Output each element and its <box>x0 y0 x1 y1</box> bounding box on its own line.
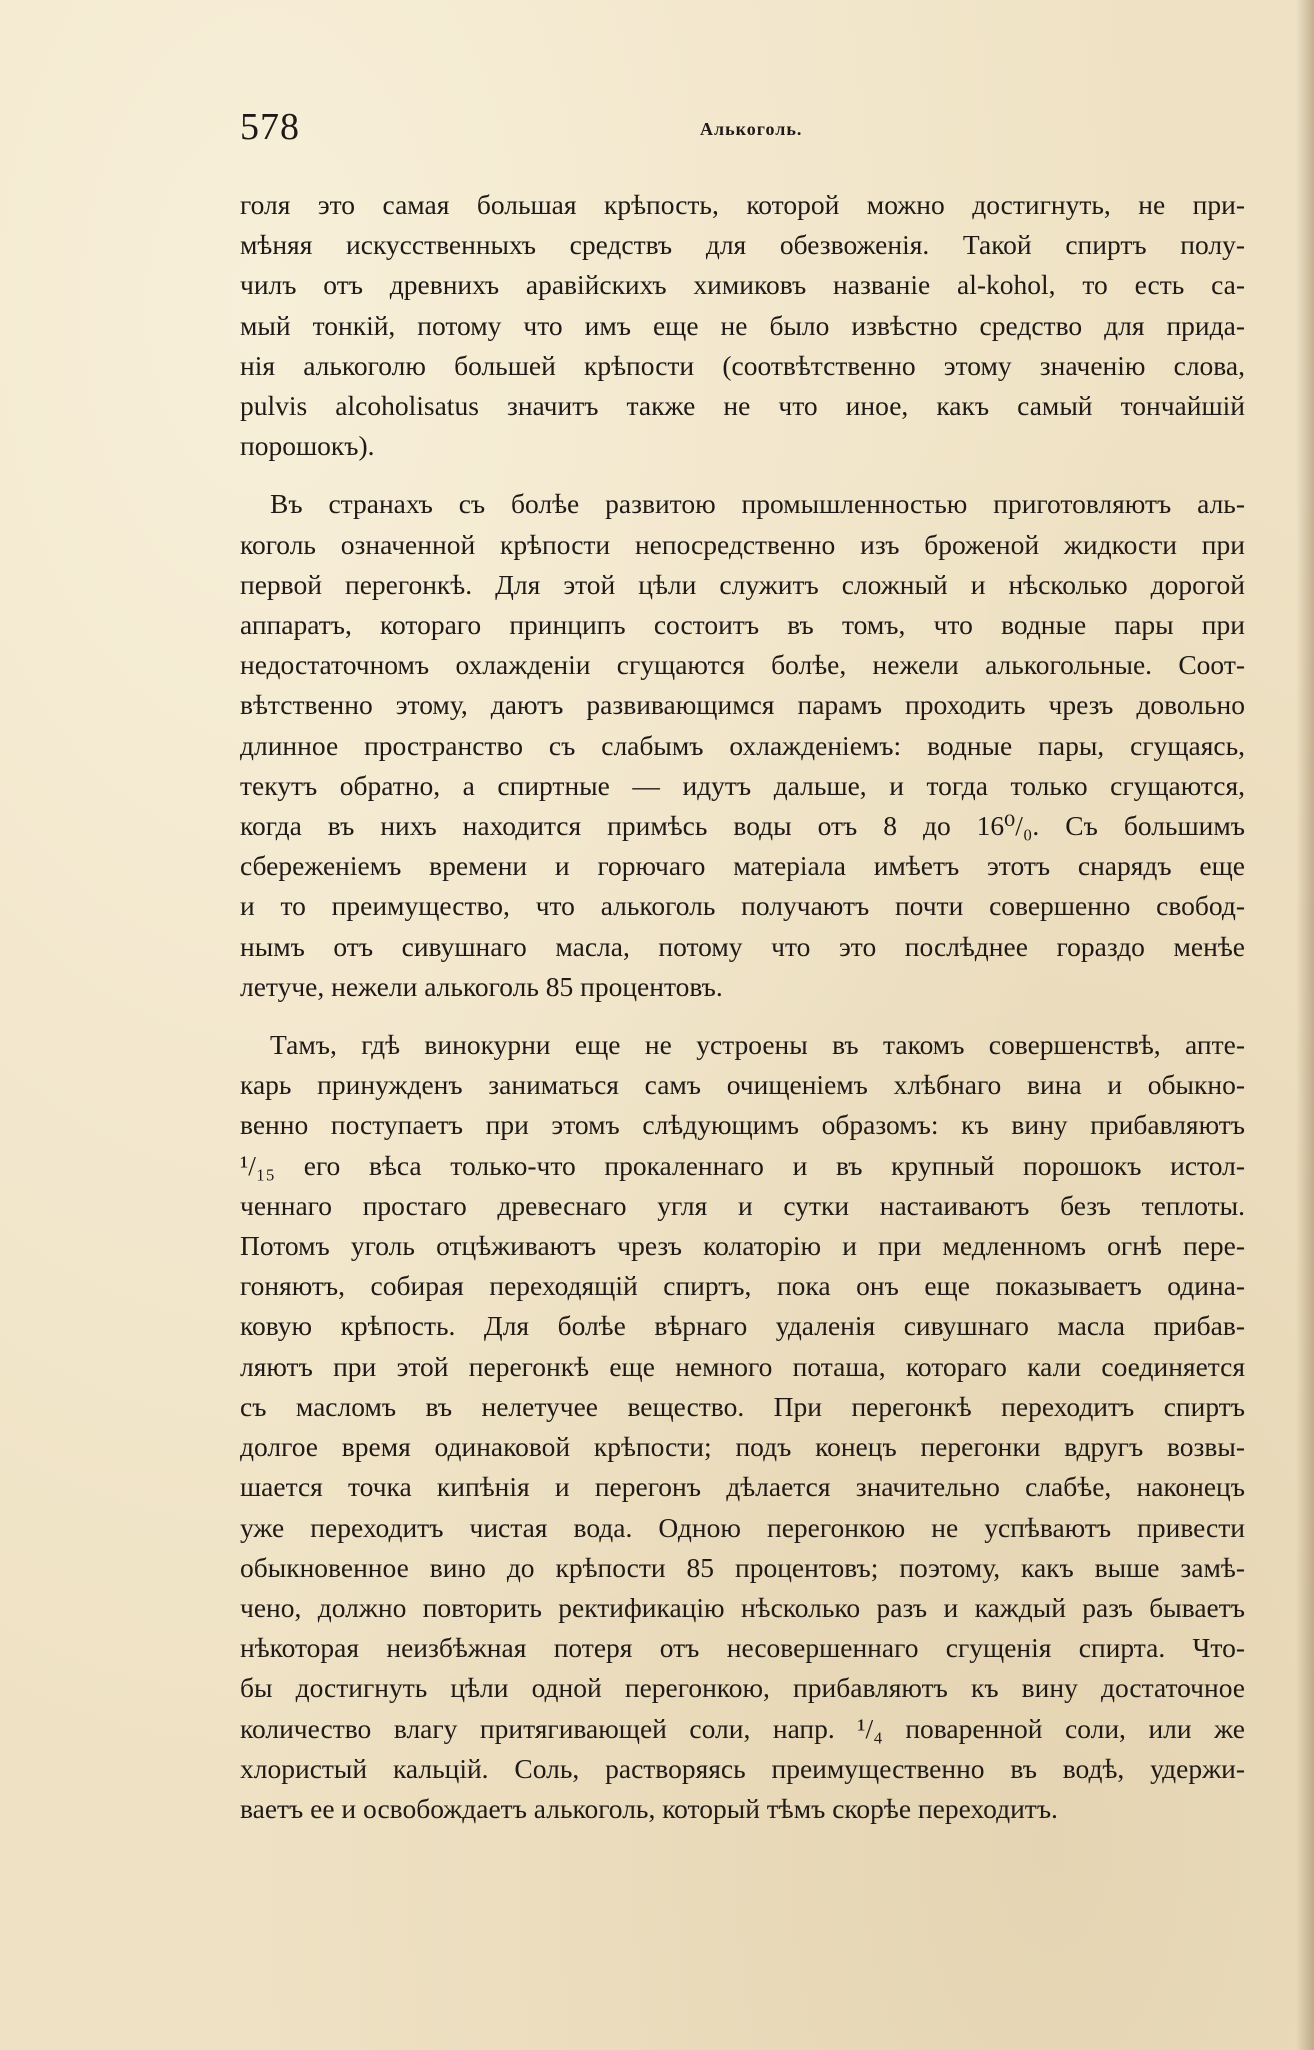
paragraph-3 <box>240 1025 1245 1829</box>
text-line: мѣняя искусственныхъ средствъ для обезвоженія. Такой спиртъ полу- <box>240 229 1245 261</box>
text-line: венно поступаетъ при этомъ слѣдующимъ образомъ: къ вину прибавляютъ <box>240 1109 1245 1141</box>
text-line: сбереженіемъ времени и горючаго матеріала имѣетъ этотъ снарядъ еще <box>240 850 1245 882</box>
text-line: нѣкоторая неизбѣжная потеря отъ несовершеннаго сгущенія спирта. Что- <box>240 1632 1245 1664</box>
text-line: уже переходитъ чистая вода. Одною перегонкою не успѣваютъ привести <box>240 1511 1245 1543</box>
text-line: чено, должно повторить ректификацію нѣсколько разъ и каждый разъ бываетъ <box>240 1591 1245 1623</box>
text-line: Потомъ уголь отцѣживаютъ чрезъ колаторію и при медленномъ огнѣ пере- <box>240 1230 1245 1262</box>
text-line: ченнаго простаго древеснаго угля и сутки настаиваютъ безъ теплоты. <box>240 1189 1245 1221</box>
text-line: когда въ нихъ находится примѣсь воды отъ 8 до 16⁰/₀. Съ большимъ <box>240 810 1245 842</box>
text-line: хлористый кальцій. Соль, растворяясь преимущественно въ водѣ, удержи- <box>240 1752 1245 1784</box>
text-line: недостаточномъ охлажденіи сгущаются болѣе, нежели алькогольные. Соот- <box>240 649 1245 681</box>
text-line: карь принужденъ заниматься самъ очищеніемъ хлѣбнаго вина и обыкно- <box>240 1069 1245 1101</box>
text-line: нія алькоголю большей крѣпости (соотвѣтственно этому значенію слова, <box>240 349 1245 381</box>
body-text <box>240 185 1245 1829</box>
text-line: первой перегонкѣ. Для этой цѣли служитъ сложный и нѣсколько дорогой <box>240 568 1245 600</box>
text-line: обыкновенное вино до крѣпости 85 процентовъ; поэтому, какъ выше замѣ- <box>240 1551 1245 1583</box>
text-line: текутъ обратно, а спиртные — идутъ дальше, и тогда только сгущаются, <box>240 769 1245 801</box>
text-line: шается точка кипѣнія и перегонъ дѣлается значительно слабѣе, наконецъ <box>240 1471 1245 1503</box>
text-line: количество влагу притягивающей соли, напр. ¹/₄ поваренной соли, или же <box>240 1712 1245 1744</box>
text-line: аппаратъ, котораго принципъ состоитъ въ томъ, что водные пары при <box>240 609 1245 641</box>
text-line: чилъ отъ древнихъ аравійскихъ химиковъ названіе al-kohol, то есть са- <box>240 269 1245 301</box>
text-line: и то преимущество, что алькоголь получаютъ почти совершенно свобод- <box>240 890 1245 922</box>
text-line: летуче, нежели алькоголь 85 процентовъ. <box>240 970 723 1002</box>
page-number: 578 <box>240 106 300 148</box>
running-head: Алькоголь. <box>700 119 803 139</box>
text-line: ваетъ ее и освобождаетъ алькоголь, который тѣмъ скорѣе переходитъ. <box>240 1792 1058 1824</box>
paragraph-1 <box>240 185 1245 466</box>
text-line: голя это самая большая крѣпость, которой можно достигнуть, не при- <box>240 189 1245 220</box>
text-line: Тамъ, гдѣ винокурни еще не устроены въ такомъ совершенствѣ, апте- <box>270 1029 1245 1061</box>
text-line: ляютъ при этой перегонкѣ еще немного поташа, котораго кали соединяется <box>240 1350 1245 1382</box>
page-edge-shadow <box>1296 0 1314 2050</box>
text-line: долгое время одинаковой крѣпости; подъ конецъ перегонки вдругъ возвы- <box>240 1431 1245 1463</box>
text-line: мый тонкій, потому что имъ еще не было извѣстно средство для прида- <box>240 309 1245 341</box>
paragraph-2 <box>240 484 1245 1007</box>
text-line: ковую крѣпость. Для болѣе вѣрнаго удаленія сивушнаго масла прибав- <box>240 1310 1245 1342</box>
page-header <box>240 105 1070 155</box>
text-line: съ масломъ въ нелетучее вещество. При перегонкѣ переходитъ спиртъ <box>240 1390 1245 1422</box>
text-line: коголь означенной крѣпости непосредственно изъ броженой жидкости при <box>240 528 1245 560</box>
text-line: Въ странахъ съ болѣе развитою промышленностью приготовляютъ аль- <box>270 488 1245 520</box>
text-line: pulvis alcoholisatus значитъ также не что иное, какъ самый тончайшій <box>240 390 1245 422</box>
text-line: гоняютъ, собирая переходящій спиртъ, пока онъ еще показываетъ одина- <box>240 1270 1245 1302</box>
text-line: бы достигнуть цѣли одной перегонкою, прибавляютъ къ вину достаточное <box>240 1672 1245 1704</box>
text-line: длинное пространство съ слабымъ охлажденіемъ: водные пары, сгущаясь, <box>240 729 1245 761</box>
text-line: ¹/₁₅ его вѣса только-что прокаленнаго и въ крупный порошокъ истол- <box>240 1149 1245 1181</box>
text-line: порошокъ). <box>240 430 375 462</box>
text-line: вѣтственно этому, даютъ развивающимся парамъ проходить чрезъ довольно <box>240 689 1245 721</box>
text-line: нымъ отъ сивушнаго масла, потому что это послѣднее гораздо менѣе <box>240 930 1245 962</box>
